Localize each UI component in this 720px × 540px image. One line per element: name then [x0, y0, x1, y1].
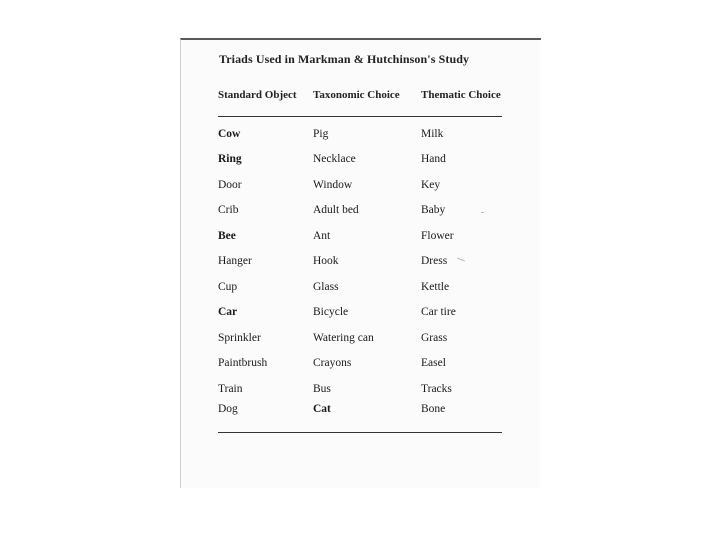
thematic-choice-cell: Key [421, 179, 441, 191]
table-row [181, 153, 541, 169]
table-title: Triads Used in Markman & Hutchinson's Study [219, 52, 470, 66]
table-row [181, 403, 541, 419]
taxonomic-choice-cell: Adult bed [313, 204, 359, 216]
standard-object-cell: Hanger [218, 255, 252, 267]
thematic-choice-cell: Hand [421, 153, 446, 165]
taxonomic-choice-cell: Cat [313, 403, 331, 415]
bottom-rule [218, 432, 502, 433]
standard-object-cell: Crib [218, 204, 239, 216]
thematic-choice-cell: Baby [421, 204, 446, 216]
thematic-choice-cell: Kettle [421, 281, 450, 293]
standard-object-cell: Ring [218, 153, 242, 165]
table-row [181, 128, 541, 144]
taxonomic-choice-cell: Glass [313, 281, 339, 293]
thematic-choice-cell: Bone [421, 403, 446, 415]
standard-object-cell: Car [218, 306, 238, 318]
table-row [181, 204, 541, 220]
taxonomic-choice-cell: Pig [313, 128, 329, 140]
taxonomic-choice-cell: Necklace [313, 153, 356, 165]
table-row [181, 306, 541, 322]
header-standard-object: Standard Object [218, 89, 297, 101]
top-rule [218, 116, 502, 117]
taxonomic-choice-cell: Ant [313, 230, 331, 242]
taxonomic-choice-cell: Bus [313, 383, 331, 395]
standard-object-cell: Cup [218, 281, 238, 293]
standard-object-cell: Sprinkler [218, 332, 261, 344]
standard-object-cell: Paintbrush [218, 357, 268, 369]
header-taxonomic-choice: Taxonomic Choice [313, 89, 400, 101]
table-row [181, 357, 541, 373]
standard-object-cell: Door [218, 179, 242, 191]
thematic-choice-cell: Tracks [421, 383, 452, 395]
taxonomic-choice-cell: Crayons [313, 357, 352, 369]
thematic-choice-cell: Milk [421, 128, 444, 140]
taxonomic-choice-cell: Bicycle [313, 306, 349, 318]
table-row [181, 281, 541, 297]
thematic-choice-cell: Car tire [421, 306, 456, 318]
standard-object-cell: Dog [218, 403, 238, 415]
taxonomic-choice-cell: Hook [313, 255, 339, 267]
standard-object-cell: Cow [218, 128, 241, 140]
thematic-choice-cell: Flower [421, 230, 454, 242]
standard-object-cell: Bee [218, 230, 236, 242]
table-row [181, 179, 541, 195]
thematic-choice-cell: Easel [421, 357, 446, 369]
scan-speck [481, 212, 484, 213]
scanned-page [180, 38, 541, 488]
table-row [181, 230, 541, 246]
table-row [181, 383, 541, 399]
standard-object-cell: Train [218, 383, 243, 395]
header-thematic-choice: Thematic Choice [421, 89, 501, 101]
taxonomic-choice-cell: Window [313, 179, 353, 191]
table-row [181, 255, 541, 271]
taxonomic-choice-cell: Watering can [313, 332, 374, 344]
thematic-choice-cell: Grass [421, 332, 448, 344]
table-row [181, 332, 541, 348]
thematic-choice-cell: Dress [421, 255, 448, 267]
